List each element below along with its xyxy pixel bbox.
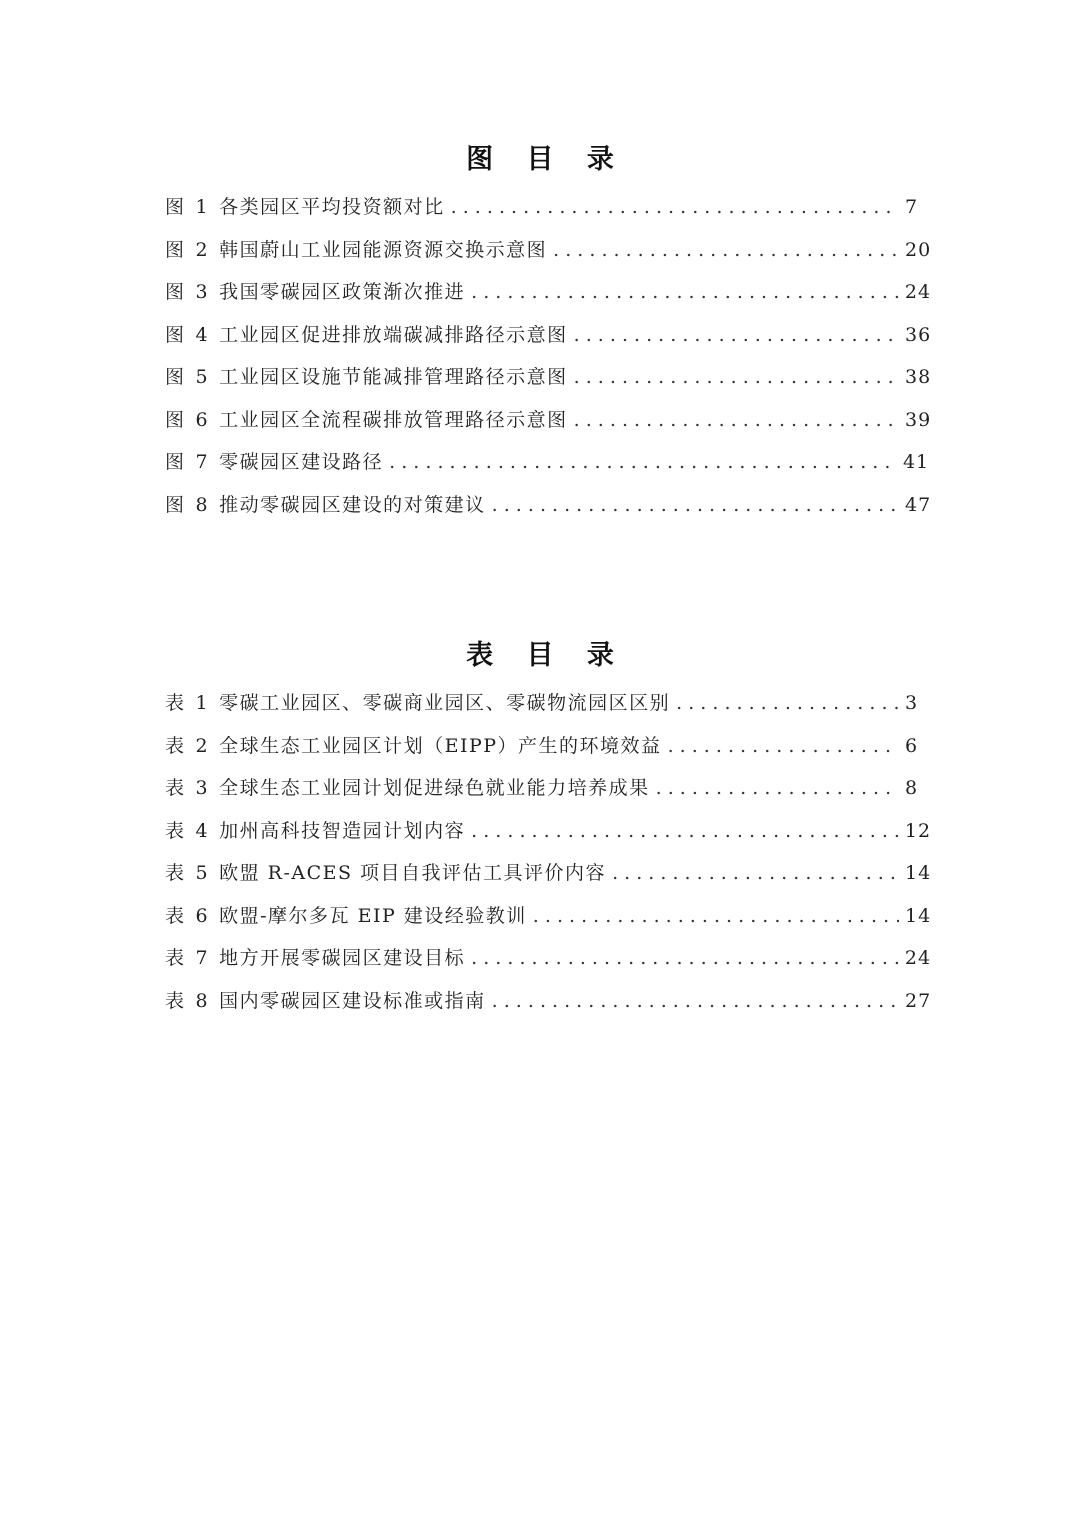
table-toc-entry[interactable]	[165, 895, 932, 938]
toc-entry-page: 24	[904, 281, 932, 303]
figures-toc-section	[165, 138, 932, 526]
toc-entry-prefix: 表	[165, 947, 186, 969]
toc-entry-label: 零碳工业园区、零碳商业园区、零碳物流园区区别	[219, 692, 671, 714]
toc-entry-prefix: 表	[165, 692, 186, 714]
toc-entry-page: 20	[905, 238, 932, 261]
table-toc-entry[interactable]	[165, 682, 919, 725]
toc-dot-leader	[574, 314, 899, 357]
toc-entry-label: 工业园区全流程碳排放管理路径示意图	[219, 408, 568, 431]
toc-entry-label: 我国零碳园区政策渐次推进	[219, 281, 466, 303]
toc-entry-prefix: 表	[165, 904, 186, 927]
figure-toc-entry[interactable]	[165, 314, 932, 357]
toc-dot-leader	[471, 271, 899, 314]
toc-entry-label: 欧盟 R-ACES 项目自我评估工具评价内容	[219, 862, 607, 884]
toc-entry-number: 4	[195, 819, 210, 842]
toc-entry-prefix: 图	[165, 408, 186, 431]
toc-entry-number: 3	[195, 281, 210, 303]
toc-entry-page: 7	[905, 196, 919, 218]
table-toc-entry[interactable]	[165, 767, 919, 810]
toc-entry-prefix: 图	[165, 281, 186, 303]
toc-entry-page: 41	[902, 451, 930, 473]
toc-entry-number: 5	[195, 366, 210, 388]
toc-entry-label: 工业园区设施节能减排管理路径示意图	[219, 366, 568, 388]
toc-entry-number: 7	[195, 451, 210, 473]
toc-entry-label: 地方开展零碳园区建设目标	[219, 947, 466, 969]
toc-dot-leader	[612, 852, 899, 895]
toc-entry-label: 欧盟-摩尔多瓦 EIP 建设经验教训	[219, 904, 527, 927]
toc-entry-number: 2	[195, 238, 210, 261]
toc-entry-page: 12	[904, 819, 932, 842]
figure-toc-entry[interactable]	[165, 484, 932, 527]
toc-entry-label: 韩国蔚山工业园能源资源交换示意图	[219, 238, 548, 261]
toc-dot-leader	[471, 810, 899, 853]
toc-entry-number: 1	[195, 196, 210, 218]
toc-entry-label: 推动零碳园区建设的对策建议	[219, 493, 486, 516]
toc-entry-label: 各类园区平均投资额对比	[219, 196, 445, 218]
toc-dot-leader	[574, 356, 899, 399]
toc-entry-page: 47	[905, 493, 932, 516]
toc-entry-page: 36	[905, 323, 932, 346]
toc-dot-leader	[492, 484, 899, 527]
toc-dot-leader	[676, 682, 899, 725]
toc-entry-number: 7	[195, 947, 210, 969]
tables-toc-list	[165, 682, 932, 1022]
toc-entry-prefix: 表	[165, 862, 186, 884]
toc-dot-leader	[471, 937, 899, 980]
toc-dot-leader	[656, 767, 899, 810]
toc-entry-number: 3	[195, 777, 210, 799]
table-toc-entry[interactable]	[165, 937, 932, 980]
figures-toc-title: 图 目 录	[466, 144, 626, 175]
toc-dot-leader	[533, 895, 899, 938]
toc-entry-label: 加州高科技智造园计划内容	[219, 819, 466, 842]
figure-toc-entry[interactable]	[165, 356, 932, 399]
toc-entry-number: 8	[195, 493, 210, 516]
figures-toc-list	[165, 186, 932, 526]
table-toc-entry[interactable]	[165, 852, 932, 895]
figure-toc-entry[interactable]	[165, 186, 919, 229]
table-toc-entry[interactable]	[165, 725, 919, 768]
toc-dot-leader	[553, 229, 899, 272]
toc-entry-number: 1	[195, 692, 210, 714]
toc-entry-label: 零碳园区建设路径	[219, 451, 384, 473]
toc-entry-prefix: 图	[165, 493, 186, 516]
toc-entry-page: 27	[905, 989, 932, 1012]
toc-entry-prefix: 表	[165, 989, 186, 1012]
toc-entry-page: 3	[905, 692, 919, 714]
toc-entry-prefix: 图	[165, 196, 186, 218]
figure-toc-entry[interactable]	[165, 271, 932, 314]
toc-entry-number: 4	[195, 323, 210, 346]
toc-entry-page: 38	[905, 366, 932, 388]
toc-dot-leader	[451, 186, 899, 229]
toc-entry-prefix: 图	[165, 366, 186, 388]
figure-toc-entry[interactable]	[165, 399, 932, 442]
tables-toc-title: 表 目 录	[466, 640, 626, 671]
toc-entry-prefix: 表	[165, 777, 186, 799]
tables-toc-section	[165, 634, 932, 1022]
toc-dot-leader	[492, 980, 899, 1023]
toc-entry-label: 国内零碳园区建设标准或指南	[219, 989, 486, 1012]
toc-entry-page: 24	[904, 947, 932, 969]
toc-entry-page: 14	[905, 862, 932, 884]
toc-entry-label: 全球生态工业园区计划（EIPP）产生的环境效益	[219, 734, 662, 757]
toc-dot-leader	[668, 725, 899, 768]
toc-entry-label: 全球生态工业园计划促进绿色就业能力培养成果	[219, 777, 650, 799]
toc-entry-page: 14	[905, 904, 932, 927]
toc-entry-prefix: 表	[165, 819, 186, 842]
toc-entry-page: 8	[905, 777, 919, 799]
toc-dot-leader	[389, 441, 897, 484]
toc-entry-number: 6	[195, 904, 210, 927]
toc-entry-prefix: 图	[165, 451, 186, 473]
toc-entry-number: 8	[195, 989, 210, 1012]
toc-entry-number: 5	[195, 862, 210, 884]
toc-dot-leader	[574, 399, 899, 442]
toc-entry-prefix: 表	[165, 734, 186, 757]
toc-entry-label: 工业园区促进排放端碳减排路径示意图	[219, 323, 568, 346]
figure-toc-entry[interactable]	[165, 229, 932, 272]
figure-toc-entry[interactable]	[165, 441, 930, 484]
toc-entry-prefix: 图	[165, 323, 186, 346]
toc-entry-page: 6	[905, 734, 919, 757]
table-toc-entry[interactable]	[165, 980, 932, 1023]
table-toc-entry[interactable]	[165, 810, 932, 853]
toc-entry-number: 6	[195, 408, 210, 431]
toc-entry-prefix: 图	[165, 238, 186, 261]
toc-entry-number: 2	[195, 734, 210, 757]
toc-entry-page: 39	[905, 408, 932, 431]
